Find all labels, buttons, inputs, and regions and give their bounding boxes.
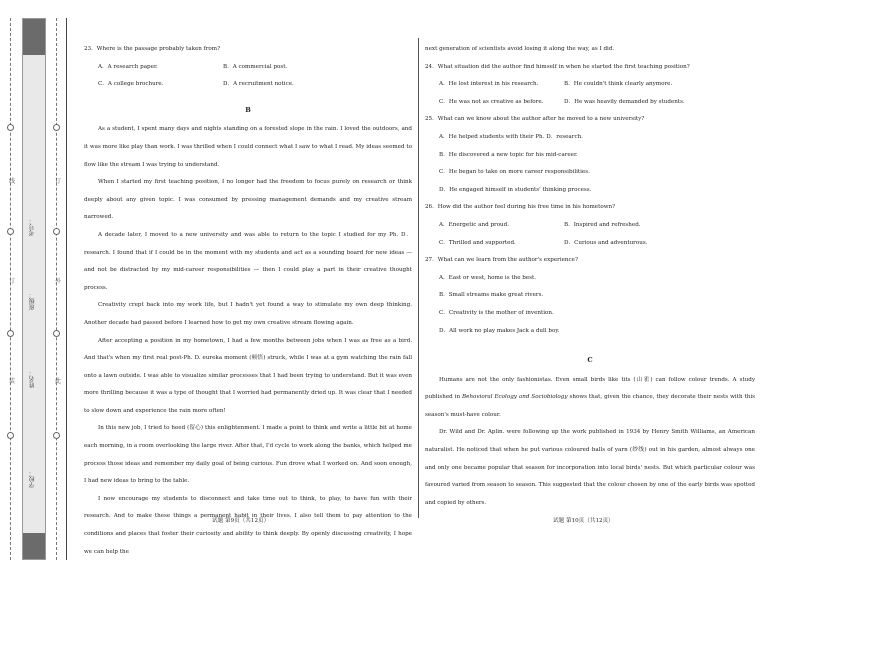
option-b: B．A commercial post. bbox=[223, 63, 288, 70]
option-d: D．Curious and adventurous. bbox=[564, 239, 648, 246]
passage-b-paragraph: In this new job, I tried to heed (留心) this enlightenment. I made a point to think and write a little bit at home each morning, in a room overlooking the large river. After that, I'd cycle to work along the banks, which helped me process those ideas and remember my daily goal of being curious. Fun drove what I worked on. And soon enough, I had new ideas to bring to the table. bbox=[84, 425, 412, 485]
exam-number-label: 考号： bbox=[29, 218, 36, 236]
sidebar-dark-block-top bbox=[23, 19, 45, 55]
option-b: B．Small streams make great rivers. bbox=[439, 292, 544, 299]
passage-b-paragraph: After accepting a position in my hometown, I had a few months between jobs when I was as free as a bird. And that's when my first real post-Ph. D. eureka moment (顿悟) struck, while I was at a gym watching the rain fall onto a lawn outside. I was able to visualize similar processes that I had been trying to understand. But it was even more thrilling because it was a type of thought that I worried had permanently dried up. It was clear that I needed to slow down and experience the rain more often! bbox=[84, 337, 412, 414]
question-24-options-row2 bbox=[425, 94, 755, 112]
passage-b-paragraph: A decade later, I moved to a new university and was able to return to the topic I studied for my Ph. D．research. I found that if I could be in the moment with my students and act as a sounding board for new ideas — and not be distracted by my mid-career responsibilities — then I could play a part in their creative thought process. bbox=[84, 231, 412, 291]
page-footer-left: 试题 第9页（共12页） bbox=[212, 518, 270, 524]
passage-b-paragraph: When I started my first teaching position, I no longer had the freedom to focus purely on research or think deeply about any given topic. I was consumed by pressing management demands and my creative stream narrowed. bbox=[84, 179, 412, 221]
binding-hole-mark bbox=[53, 228, 60, 235]
binding-hole-mark bbox=[7, 432, 14, 439]
binding-dashed-line-inner bbox=[56, 18, 57, 560]
binding-hole-mark bbox=[7, 330, 14, 337]
option-c: C．A college brochure. bbox=[98, 81, 164, 88]
page-footer-right: 试题 第10页（共12页） bbox=[553, 518, 614, 524]
option-b: B．He couldn't think clearly anymore. bbox=[564, 81, 673, 88]
option-c: C．Thrilled and supported. bbox=[439, 239, 516, 246]
question-27: 27．What can we learn from the author's experience? bbox=[425, 257, 578, 264]
question-25: 25．What can we know about the author after he moved to a new university? bbox=[425, 116, 645, 123]
question-26-options-row2 bbox=[425, 235, 755, 253]
margin-rule bbox=[66, 18, 67, 560]
option-d: D．He was heavily demanded by students. bbox=[564, 98, 685, 105]
seal-char: 此 bbox=[55, 378, 62, 385]
option-b: B．He discovered a new topic for his mid-career. bbox=[439, 151, 578, 158]
binding-hole-mark bbox=[53, 432, 60, 439]
binding-dashed-line-outer bbox=[10, 18, 11, 560]
right-column bbox=[425, 41, 755, 512]
seal-char: 线 bbox=[9, 178, 16, 185]
sidebar-dark-block-bottom bbox=[23, 533, 45, 559]
name-label: 姓名： bbox=[29, 370, 36, 388]
section-c-heading: C bbox=[587, 356, 593, 365]
option-c: C．He began to take on more career responsibilities. bbox=[439, 169, 590, 176]
passage-b-continuation: next generation of scientists avoid losing it along the way, as I did. bbox=[425, 46, 615, 52]
option-d: D．All work no play makes Jack a dull boy. bbox=[439, 327, 560, 334]
seal-char: 订 bbox=[9, 278, 16, 285]
question-23-options-row2 bbox=[84, 76, 412, 94]
question-24: 24．What situation did the author find himself in when he started the first teaching position? bbox=[425, 63, 690, 70]
column-divider bbox=[418, 38, 419, 518]
option-b: B．Inspired and refreshed. bbox=[564, 221, 641, 228]
binding-hole-mark bbox=[7, 228, 14, 235]
seal-char: 外 bbox=[55, 278, 62, 285]
question-26-options-row1 bbox=[425, 217, 755, 235]
option-a: A．A research paper. bbox=[98, 63, 158, 70]
passage-c-paragraph: Dr. Wild and Dr. Aplin. were following up the work published in 1934 by Henry Smith Williams, an American naturalist. He noticed that when he put various coloured balls of yarn (纱线) out in his garden, almost always one and only one became popular that season for incorporation into local birds' nests. But which particular colour was favoured varied from season to season. This suggested that the colour chosen by one of the early birds was spotted and copied by others. bbox=[425, 429, 755, 506]
passage-b-paragraph: Creativity crept back into my work life, but I hadn't yet found a way to stimulate my own deep thinking. Another decade had passed before I learned how to get my own creative stream flowing again. bbox=[84, 302, 412, 326]
option-a: A．Energetic and proud. bbox=[439, 221, 510, 228]
question-24-options-row1 bbox=[425, 76, 755, 94]
left-column bbox=[84, 41, 412, 561]
option-a: A．He lost interest in his research. bbox=[439, 81, 539, 88]
question-23-options-row1 bbox=[84, 59, 412, 77]
option-c: C．Creativity is the mother of invention. bbox=[439, 309, 554, 316]
passage-b-paragraph: As a student, I spent many days and nights standing on a forested slope in the rain. I loved the outdoors, and it was more like play than work. I was thrilled when I could connect what I saw to what I read. My ideas seemed to flow like the stream I was trying to understand. bbox=[84, 126, 412, 168]
seal-char: 装 bbox=[9, 378, 16, 385]
option-d: D．A recruitment notice. bbox=[223, 81, 294, 88]
question-23: 23．Where is the passage probably taken from? bbox=[84, 46, 221, 52]
option-a: A．He helped students with their Ph. D．research. bbox=[439, 133, 583, 140]
passage-b-paragraph: I now encourage my students to disconnect and take time out to think, to play, to have fun with their research. And to make these things a permanent habit in their lives. I also tell them to pay attention to the conditions and places that foster their curiosity and ability to think deeply. By openly discussing creativity, I hope we can help the bbox=[84, 495, 412, 555]
binding-hole-mark bbox=[53, 124, 60, 131]
binding-hole-mark bbox=[7, 124, 14, 131]
question-26: 26．How did the author feel during his free time in his hometown? bbox=[425, 204, 616, 211]
option-c: C．He was not as creative as before. bbox=[439, 98, 544, 105]
section-b-heading: B bbox=[245, 105, 251, 114]
journal-title: Behavioral Ecology and Sociobiology bbox=[462, 394, 568, 401]
passage-c-paragraph bbox=[425, 372, 755, 425]
binding-hole-mark bbox=[53, 330, 60, 337]
school-label: 学校： bbox=[29, 470, 36, 488]
seal-char: 订 bbox=[55, 178, 62, 185]
option-a: A．East or west, home is the best. bbox=[439, 274, 537, 281]
class-label: 班级： bbox=[29, 292, 36, 310]
option-d: D．He engaged himself in students' thinking process. bbox=[439, 186, 592, 193]
passage-c-text: shows that, given the chance, they decorate their nests with this season's must-have colour. bbox=[425, 394, 756, 418]
passage-c-text: Humans are not the only fashionistas. Even small birds like tits (山雀) can follow colour trends. A study published in bbox=[425, 376, 755, 401]
